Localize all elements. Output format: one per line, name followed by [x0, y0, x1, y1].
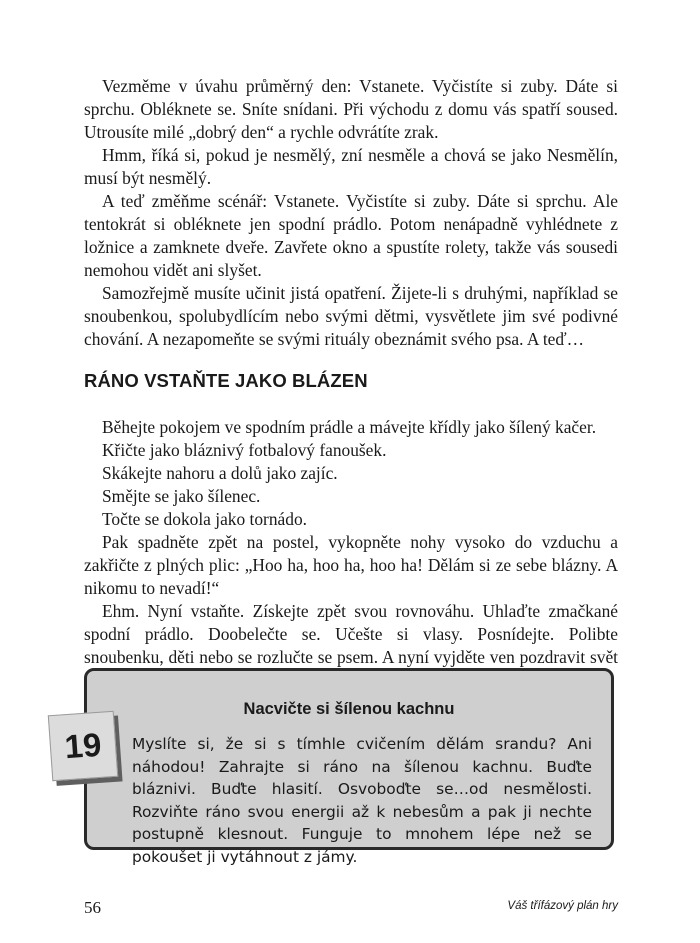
running-footer: Váš třífázový plán hry: [507, 900, 618, 912]
exercise-number-badge: 19: [48, 711, 118, 781]
paragraph: Vezměme v úvahu průměrný den: Vstanete. Vyčistíte si zuby. Dáte si sprchu. Obléknete se. Sníte snídani. Při východu z domu vás spatří soused. Utrousíte milé „dobrý den“ a rychle odvrátíte zrak.: [84, 76, 618, 142]
paragraph: Pak spadněte zpět na postel, vykopněte nohy vysoko do vzduchu a zakřičte z plných plic: „Hoo ha, hoo ha, hoo ha! Dělám si ze sebe blázny. A nikomu to nevadí!“: [84, 532, 618, 598]
paragraph: Běhejte pokojem ve spodním prádle a mávejte křídly jako šílený kačer.: [102, 417, 597, 437]
paragraph: A teď změňme scénář: Vstanete. Vyčistíte si zuby. Dáte si sprchu. Ale tentokrát si obléknete jen spodní prádlo. Potom nenápadně vyhlédnete z ložnice a zamknete dveře. Zavřete okno a spustíte rolety, takže vás sousedi nemohou vidět ani slyšet.: [84, 191, 618, 280]
intro-text: [84, 75, 618, 351]
exercise-box: [84, 668, 614, 866]
page-number: 56: [84, 898, 101, 917]
paragraph: Hmm, říká si, pokud je nesmělý, zní nesměle a chová se jako Nesmělín, musí být nesmělý.: [84, 145, 618, 188]
paragraph: Ehm. Nyní vstaňte. Získejte zpět svou rovnováhu. Uhlaďte zmačkané spodní prádlo. Doobelečte se. Učešte si vlasy. Posnídejte. Polibte snoubenku, děti nebo se rozlučte se psem. A nyní vyjděte ven pozdravit svět: [84, 601, 618, 667]
section-text: [84, 416, 618, 692]
exercise-title: Nacvičte si šílenou kachnu: [243, 700, 455, 718]
paragraph: Smějte se jako šílenec.: [102, 486, 261, 506]
paragraph: Křičte jako bláznivý fotbalový fanoušek.: [102, 440, 387, 460]
exercise-body: Myslíte si, že si s tímhle cvičením dělám srandu? Ani náhodou! Zahrajte si ráno na šílenou kachnu. Buďte bláznivi. Buďte hlasití. Osvoboďte se…od nesmělosti. Rozviňte ráno svou energii až k nebesům a pak ji nechte postupně klesnout. Funguje to mnohem lépe než se pokoušet ji vytáhnout z jámy.: [132, 735, 592, 866]
paragraph: Točte se dokola jako tornádo.: [102, 509, 307, 529]
paragraph: Samozřejmě musíte učinit jistá opatření. Žijete-li s druhými, například se snoubenkou, spolubydlícím nebo svými dětmi, vysvětlete jim své podivné chování. A nezapomeňte se svými rituály obeznámit svého psa. A teď…: [84, 283, 618, 349]
paragraph: Skákejte nahoru a dolů jako zajíc.: [102, 463, 338, 483]
section-heading: RÁNO VSTAŇTE JAKO BLÁZEN: [84, 370, 368, 391]
